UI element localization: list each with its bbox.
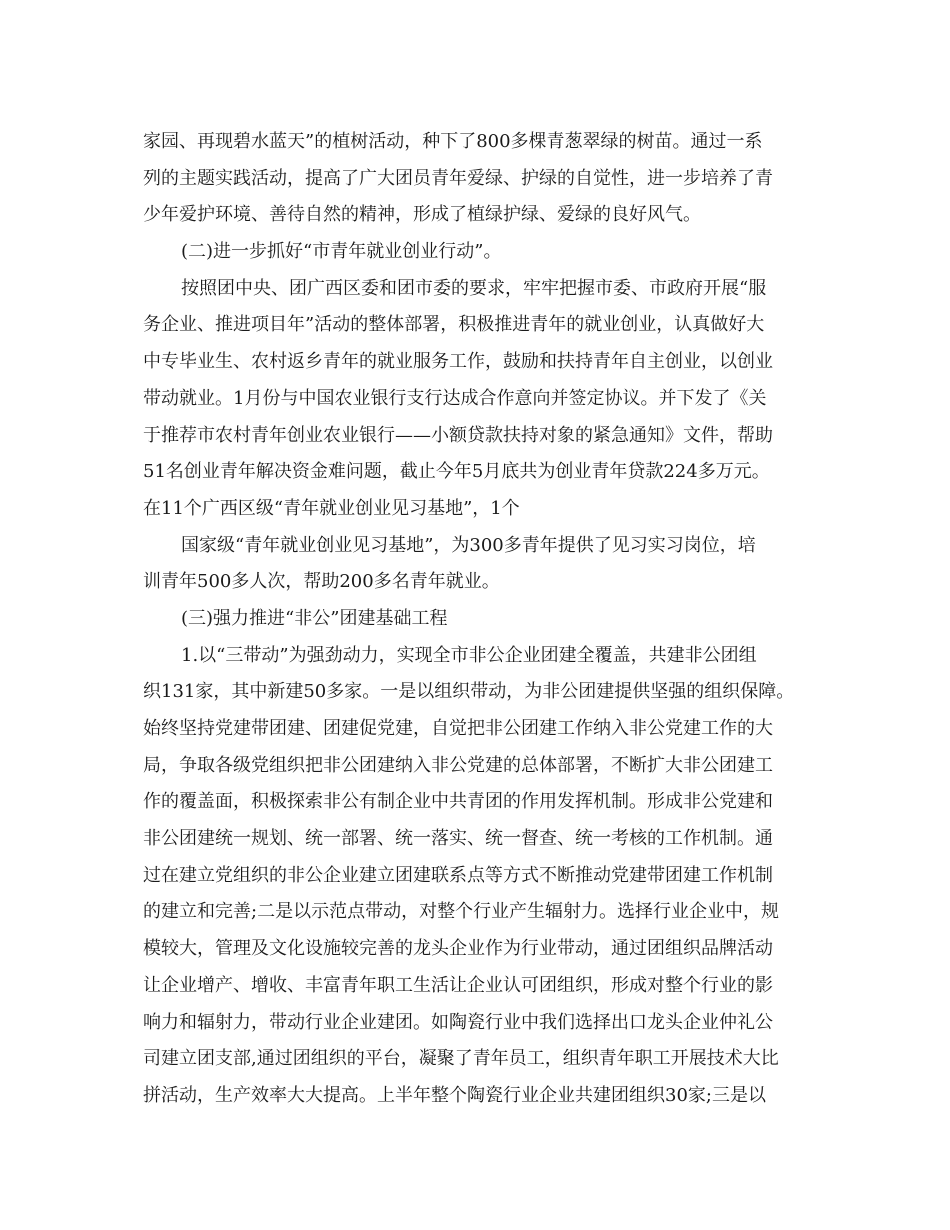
text-line: 始终坚持党建带团建、团建促党建，自觉把非公团建工作纳入非公党建工作的大 (143, 718, 773, 739)
text-line: 司建立团支部,通过团组织的平台，凝聚了青年员工，组织青年职工开展技术大比 (143, 1048, 779, 1070)
text-line: 织131家，其中新建50多家。一是以组织带动，为非公团建提供坚强的组织保障。 (143, 681, 795, 703)
section-heading: (二)进一步抓好“市青年就业创业行动”。 (181, 241, 502, 263)
paragraph-start: 按照团中央、团广西区委和团市委的要求，牢牢把握市委、市政府开展“服 (181, 277, 767, 299)
section-heading: (三)强力推进“非公”团建基础工程 (181, 607, 448, 629)
paragraph-start: 1.以“三带动”为强劲动力，实现全市非公企业团建全覆盖，共建非公团组 (181, 644, 757, 666)
text-line: 非公团建统一规划、统一部署、统一落实、统一督查、统一考核的工作机制。通 (143, 828, 773, 850)
text-line: 带动就业。1月份与中国农业银行支行达成合作意向并签定协议。并下发了《关 (143, 387, 767, 409)
text-line: 少年爱护环境、善待自然的精神，形成了植绿护绿、爱绿的良好风气。 (143, 204, 701, 226)
paragraph-start: 国家级“青年就业创业见习基地”，为300多青年提供了见习实习岗位，培 (181, 534, 756, 556)
text-line: 列的主题实践活动，提高了广大团员青年爱绿、护绿的自觉性，进一步培养了青 (143, 167, 773, 189)
text-line: 过在建立党组织的非公企业建立团建联系点等方式不断推动党建带团建工作机制 (143, 864, 773, 886)
text-line: 于推荐市农村青年创业农业银行——小额贷款扶持对象的紧急通知》文件，帮助 (143, 424, 773, 446)
text-line: 务企业、推进项目年”活动的整体部署，积极推进青年的就业创业，认真做好大 (143, 314, 765, 336)
text-line: 中专毕业生、农村返乡青年的就业服务工作，鼓励和扶持青年自主创业，以创业 (143, 351, 773, 373)
text-line: 的建立和完善;二是以示范点带动，对整个行业产生辐射力。选择行业企业中，规 (143, 901, 780, 923)
text-line: 响力和辐射力，带动行业企业建团。如陶瓷行业中我们选择出口龙头企业仲礼公 (143, 1011, 773, 1033)
text-line: 模较大，管理及文化设施较完善的龙头企业作为行业带动，通过团组织品牌活动 (143, 938, 773, 960)
text-line: 拼活动，生产效率大大提高。上半年整个陶瓷行业企业共建团组织30家;三是以 (143, 1084, 766, 1106)
document-body (143, 124, 823, 1115)
text-line: 让企业增产、增收、丰富青年职工生活让企业认可团组织，形成对整个行业的影 (143, 974, 773, 996)
text-line: 家园、再现碧水蓝天”的植树活动，种下了800多棵青葱翠绿的树苗。通过一系 (143, 131, 763, 152)
text-line: 训青年500多人次，帮助200多名青年就业。 (143, 571, 500, 593)
text-line: 局，争取各级党组织把非公团建纳入非公党建的总体部署，不断扩大非公团建工 (143, 754, 773, 776)
text-line: 51名创业青年解决资金难问题，截止今年5月底共为创业青年贷款224多万元。 (143, 461, 770, 483)
text-line: 在11个广西区级“青年就业创业见习基地”，1个 (143, 497, 520, 519)
text-line: 作的覆盖面，积极探索非公有制企业中共青团的作用发挥机制。形成非公党建和 (143, 791, 773, 813)
